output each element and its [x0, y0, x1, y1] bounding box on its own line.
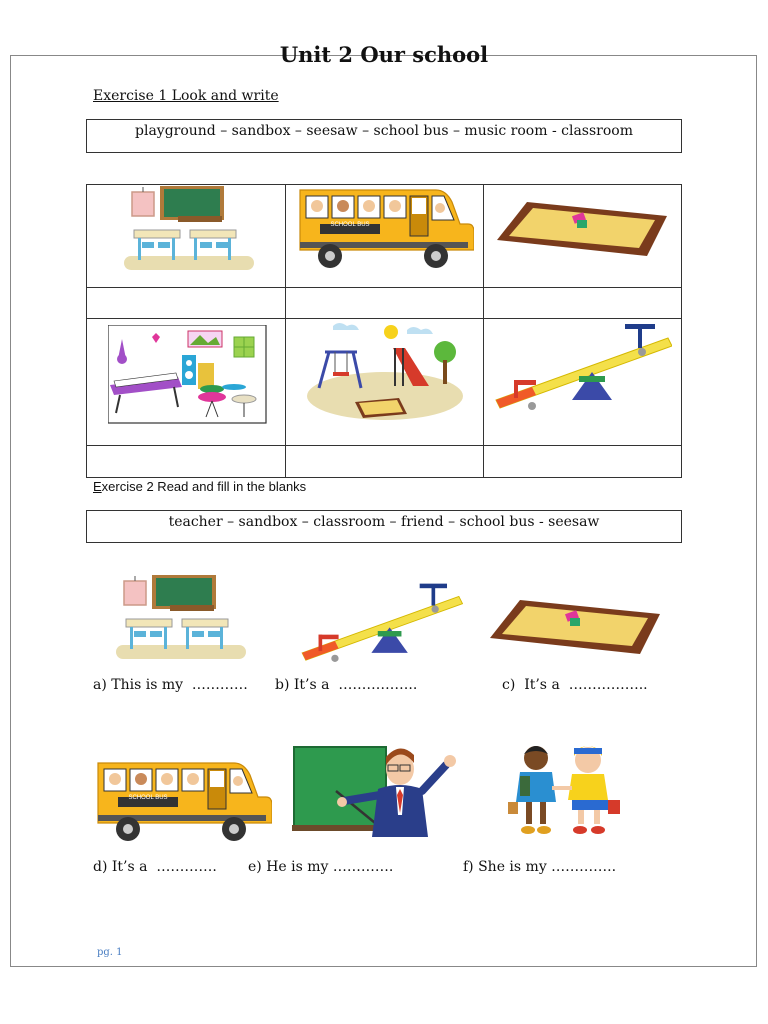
grid-divider: [86, 287, 682, 288]
sandbox-picture: [497, 200, 667, 260]
school-bus-picture: [92, 757, 272, 847]
question-b: b) It’s a ……………..: [275, 677, 418, 693]
exercise-1-word-bank: playground – sandbox – seesaw – school bus – music room - classroom: [86, 119, 682, 153]
page-number: pg. 1: [97, 947, 123, 958]
friends-picture: [504, 740, 624, 840]
question-a: a) This is my …………: [93, 677, 248, 693]
grid-divider: [86, 318, 682, 319]
teacher-picture: [292, 745, 467, 845]
grid-divider: [86, 445, 682, 446]
sandbox-picture: [490, 598, 660, 658]
classroom-picture: [124, 184, 254, 274]
question-e: e) He is my ………….: [248, 859, 394, 875]
playground-picture: [303, 322, 463, 422]
page-title: Unit 2 Our school: [279, 42, 489, 67]
exercise-2-heading: [93, 479, 306, 494]
bus-sign: SCHOOL BUS: [128, 795, 168, 801]
seesaw-picture: [492, 320, 672, 410]
exercise-2-word-bank: teacher – sandbox – classroom – friend – school bus - seesaw: [86, 510, 682, 543]
bus-sign: SCHOOL BUS: [330, 222, 370, 228]
question-f: f) She is my …………..: [463, 859, 617, 875]
heading-first-letter: E: [93, 479, 102, 494]
heading-rest: xercise 2 Read and fill in the blanks: [101, 479, 307, 494]
school-bus-picture: [294, 184, 474, 274]
question-c: c) It’s a ……………..: [502, 677, 648, 693]
seesaw-picture: [298, 580, 463, 662]
classroom-picture: [116, 573, 246, 663]
grid-divider: [483, 184, 484, 478]
music-room-picture: [108, 325, 268, 425]
exercise-1-heading: Exercise 1 Look and write: [93, 88, 279, 104]
question-d: d) It’s a ………….: [93, 859, 217, 875]
grid-divider: [285, 184, 286, 478]
